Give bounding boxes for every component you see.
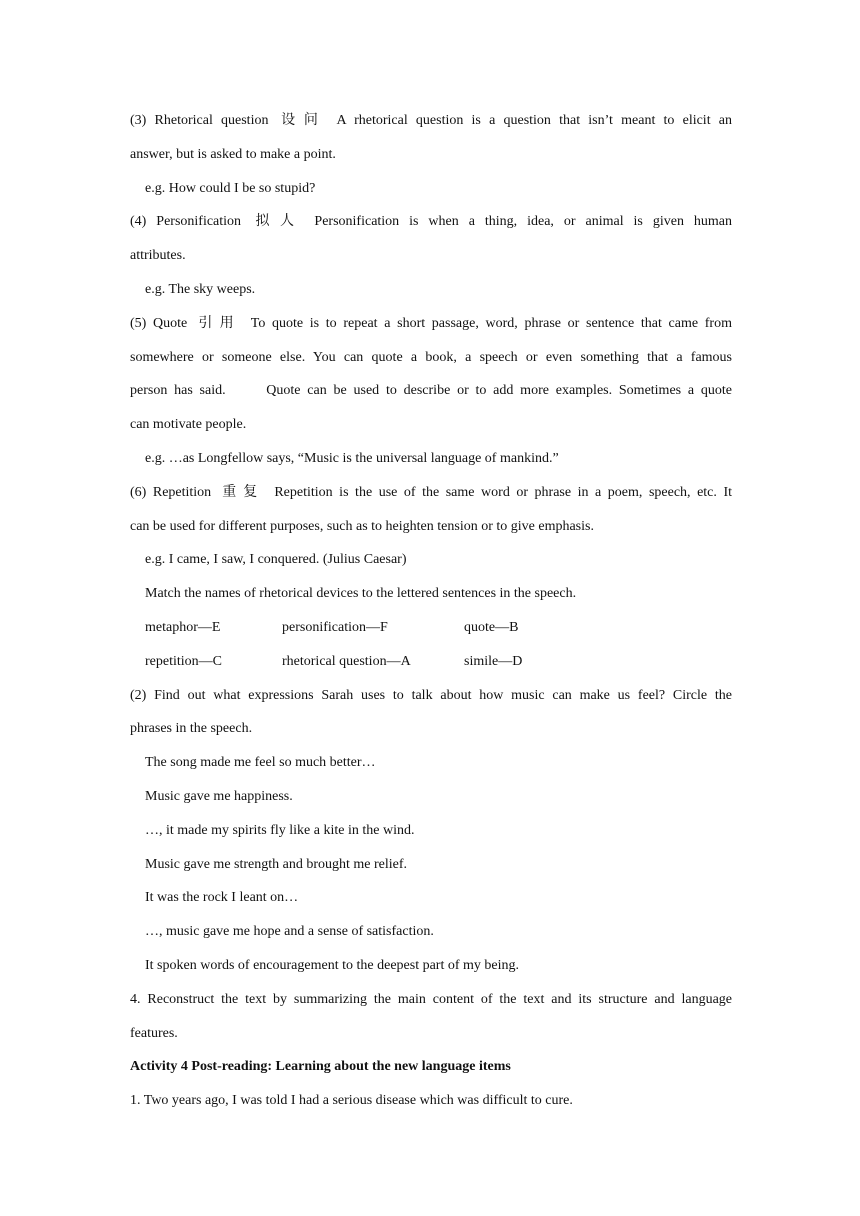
expression-item: The song made me feel so much better… (145, 755, 376, 771)
quote-line-3: person has said. Quote can be used to describe or to add more examples. Sometimes a quote (130, 383, 732, 399)
match-cell: rhetorical question—A (282, 653, 411, 669)
quote-line-4: can motivate people. (130, 417, 247, 433)
expression-item: Music gave me strength and brought me relief. (145, 856, 408, 872)
match-cell: repetition—C (145, 653, 222, 669)
quote-line-2: somewhere or someone else. You can quote a book, a speech or even something that a famous (130, 349, 732, 365)
expression-item: It spoken words of encouragement to the deepest part of my being. (145, 957, 520, 973)
expression-item: It was the rock I leant on… (145, 890, 299, 906)
match-row-1 (130, 611, 732, 645)
expressions-line-1: (2) Find out what expressions Sarah uses to talk about how music can make us feel? Circle the (130, 687, 732, 703)
rhetorical-question-line-1: (3) Rhetorical question 设问 A rhetorical question is a question that isn’t meant to elicit an (130, 113, 732, 128)
personification-line-2: attributes. (130, 248, 186, 264)
expression-item: Music gave me happiness. (145, 788, 293, 804)
match-row-2 (130, 645, 732, 679)
repetition-example: e.g. I came, I saw, I conquered. (Julius Caesar) (145, 552, 407, 568)
match-cell: personification—F (282, 619, 388, 635)
reconstruct-line-1: 4. Reconstruct the text by summarizing the main content of the text and its structure and language (130, 991, 732, 1007)
personification-example: e.g. The sky weeps. (145, 281, 256, 297)
match-cell: quote—B (464, 619, 519, 635)
reconstruct-line-2: features. (130, 1025, 178, 1041)
expressions-line-2: phrases in the speech. (130, 721, 253, 737)
match-cell: simile—D (464, 653, 523, 669)
quote-line-1: (5) Quote 引用 To quote is to repeat a short passage, word, phrase or sentence that came from (130, 315, 732, 331)
personification-line-1: (4) Personification 拟人 Personification is when a thing, idea, or animal is given human (130, 214, 732, 230)
activity-4-heading: Activity 4 Post-reading: Learning about the new language items (130, 1059, 511, 1075)
activity-4-item-1: 1. Two years ago, I was told I had a serious disease which was difficult to cure. (130, 1093, 573, 1109)
expression-item: …, music gave me hope and a sense of satisfaction. (145, 924, 434, 940)
expression-item: …, it made my spirits fly like a kite in the wind. (145, 822, 415, 838)
document-page (130, 104, 732, 1118)
repetition-line-2: can be used for different purposes, such as to heighten tension or to give emphasis. (130, 518, 594, 534)
match-instruction: Match the names of rhetorical devices to the lettered sentences in the speech. (145, 586, 577, 602)
rhetorical-question-example: e.g. How could I be so stupid? (145, 180, 316, 196)
match-cell: metaphor—E (145, 619, 221, 635)
quote-example: e.g. …as Longfellow says, “Music is the universal language of mankind.” (145, 450, 559, 466)
repetition-line-1: (6) Repetition 重复 Repetition is the use of the same word or phrase in a poem, speech, etc. It (130, 484, 732, 500)
rhetorical-question-line-2: answer, but is asked to make a point. (130, 146, 336, 162)
